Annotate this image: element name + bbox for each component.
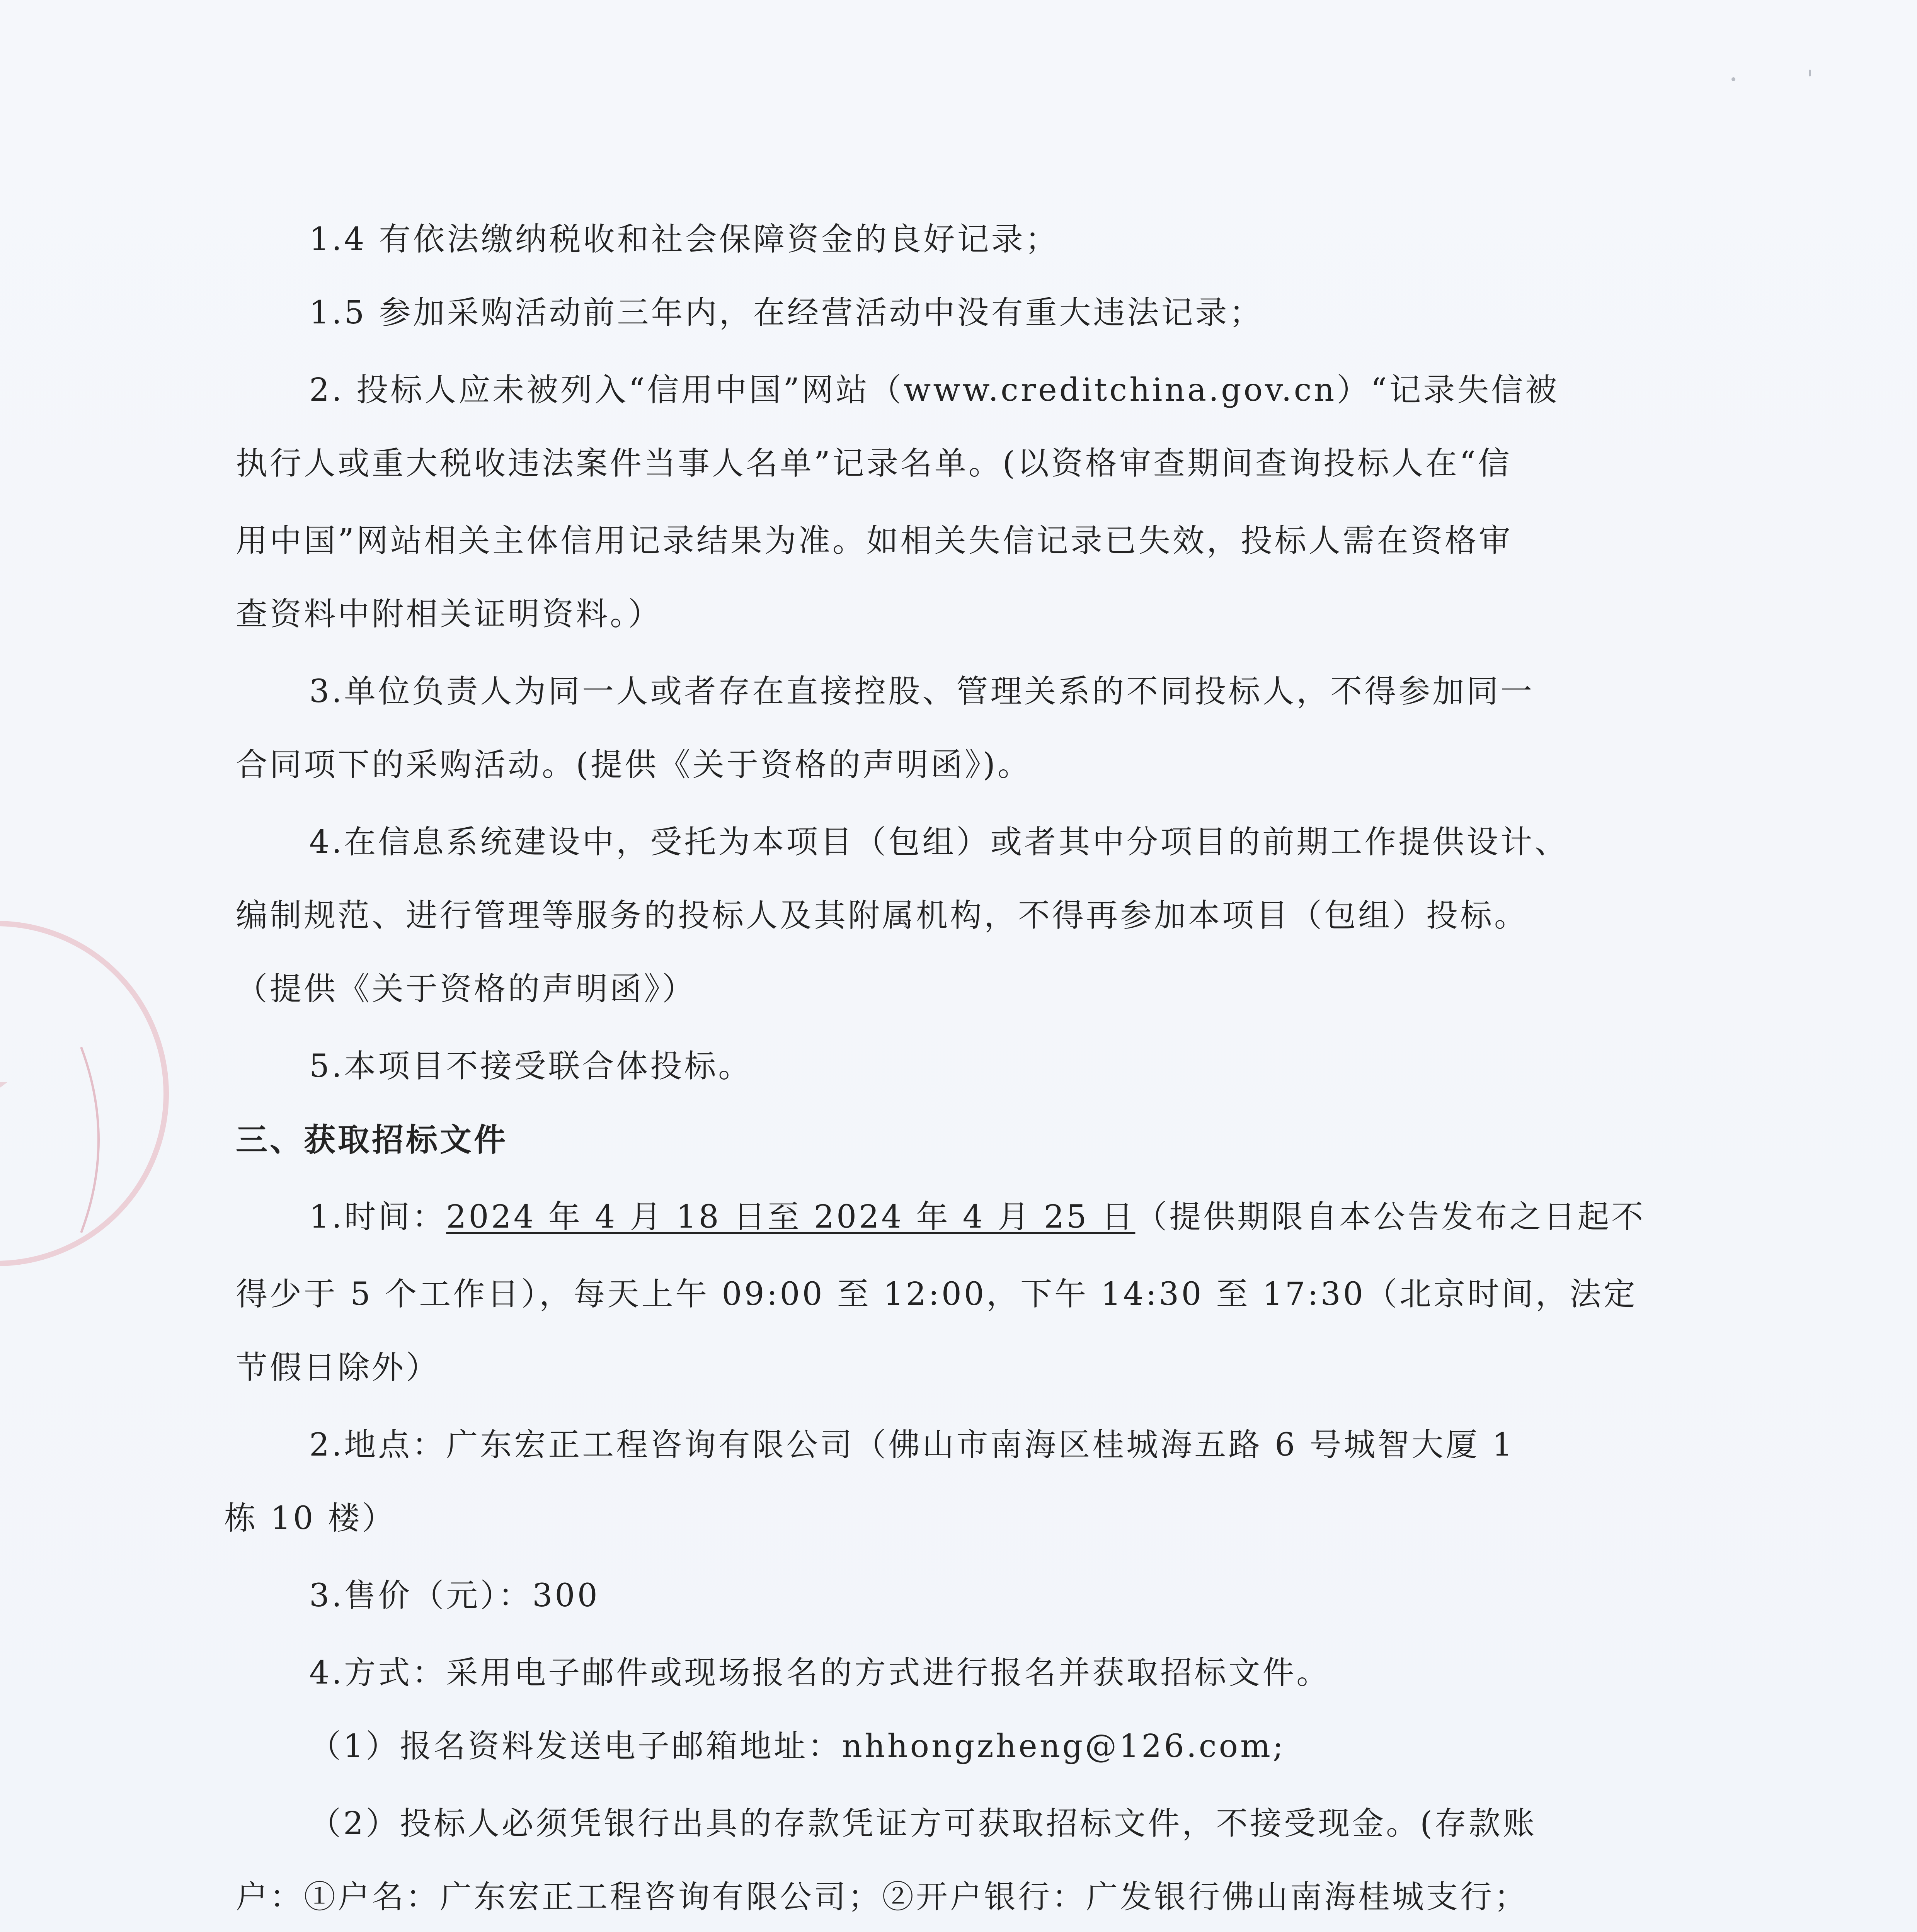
paragraph-2-line-4: 查资料中附相关证明资料。） — [236, 596, 662, 633]
location-line-1: 2.地点：广东宏正工程咨询有限公司（佛山市南海区桂城海五路 6 号城智大厦 1 — [309, 1427, 1515, 1463]
time-line-3: 节假日除外） — [236, 1349, 440, 1386]
official-seal-stamp — [0, 900, 201, 1287]
scan-speck — [1809, 70, 1811, 77]
scan-speck — [1731, 77, 1735, 81]
email-line: （1）报名资料发送电子邮箱地址：nhhongzheng@126.com; — [309, 1728, 1286, 1765]
paragraph-3-line-1: 3.单位负责人为同一人或者存在直接控股、管理关系的不同投标人，不得参加同一 — [309, 673, 1535, 710]
paragraph-4-line-1: 4.在信息系统建设中，受托为本项目（包组）或者其中分项目的前期工作提供设计、 — [309, 824, 1569, 861]
paragraph-1-5: 1.5 参加采购活动前三年内，在经营活动中没有重大违法记录； — [309, 294, 1263, 331]
bank-line-2: 户：①户名：广东宏正工程咨询有限公司；②开户银行：广发银行佛山南海桂城支行； — [236, 1879, 1529, 1915]
paragraph-3-line-2: 合同项下的采购活动。(提供《关于资格的声明函》)。 — [236, 747, 1032, 783]
paragraph-2-line-2: 执行人或重大税收违法案件当事人名单”记录名单。(以资格审查期间查询投标人在“信 — [236, 445, 1512, 482]
time-note: （提供期限自本公告发布之日起不 — [1135, 1199, 1646, 1235]
price-line: 3.售价（元）：300 — [309, 1577, 600, 1614]
section-heading-obtain-documents: 三、获取招标文件 — [236, 1121, 508, 1158]
time-line-2: 得少于 5 个工作日），每天上午 09:00 至 12:00，下午 14:30 至 17:30（北京时间，法定 — [236, 1276, 1638, 1313]
paragraph-5: 5.本项目不接受联合体投标。 — [309, 1048, 752, 1085]
paragraph-2-line-1: 2. 投标人应未被列入“信用中国”网站（www.creditchina.gov.cn）“记录失信被 — [309, 372, 1559, 408]
time-label: 1.时间： — [309, 1199, 446, 1235]
paragraph-2-line-3: 用中国”网站相关主体信用记录结果为准。如相关失信记录已失效，投标人需在资格审 — [236, 522, 1513, 559]
time-line-1 — [309, 1198, 1645, 1236]
bank-line-1: （2）投标人必须凭银行出具的存款凭证方可获取招标文件，不接受现金。(存款账 — [309, 1805, 1537, 1842]
paragraph-4-line-3: （提供《关于资格的声明函》） — [236, 971, 696, 1007]
paragraph-1-4: 1.4 有依法缴纳税收和社会保障资金的良好记录； — [309, 221, 1059, 258]
time-range: 2024 年 4 月 18 日至 2024 年 4 月 25 日 — [446, 1199, 1136, 1235]
location-line-2: 栋 10 楼） — [224, 1500, 396, 1537]
paragraph-4-line-2: 编制规范、进行管理等服务的投标人及其附属机构，不得再参加本项目（包组）投标。 — [236, 897, 1529, 934]
method-line: 4.方式：采用电子邮件或现场报名的方式进行报名并获取招标文件。 — [309, 1655, 1331, 1691]
